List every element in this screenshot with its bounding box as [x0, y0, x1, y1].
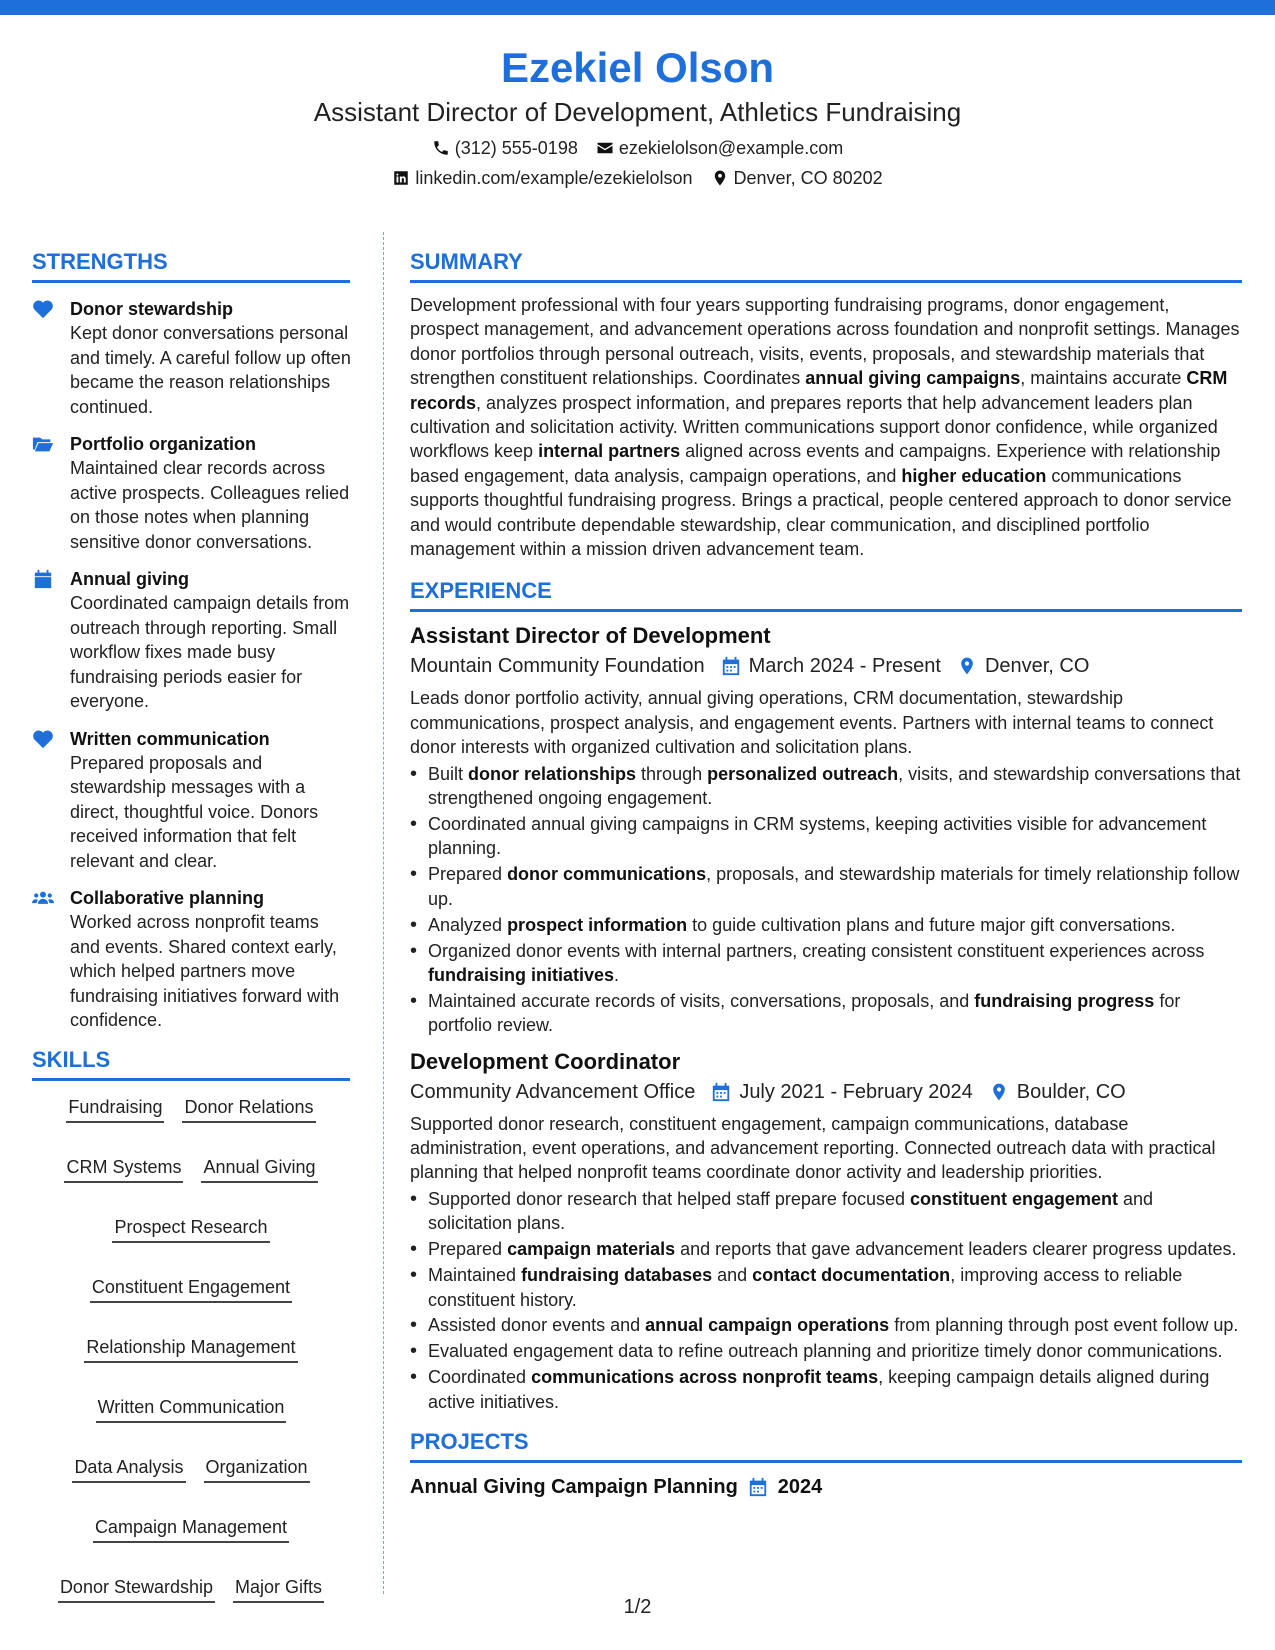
skill-tag: Written Communication: [96, 1395, 287, 1423]
map-pin-icon: [711, 169, 729, 187]
strength-desc: Prepared proposals and stewardship messages with a direct, thoughtful voice. Donors received information that felt relevant and clear.: [70, 752, 319, 871]
page-number: 1/2: [623, 1596, 652, 1618]
phone-icon: [432, 139, 450, 157]
map-pin-icon: [957, 656, 977, 676]
heart-icon: [32, 729, 54, 749]
job-location: Boulder, CO: [1016, 1080, 1126, 1103]
calendar-icon: [721, 656, 741, 676]
bullet-item: • Coordinated communications across nonprofit teams, keeping campaign details aligned during active initiatives.: [410, 1365, 1242, 1414]
envelope-icon: [596, 139, 614, 157]
skill-tag: Donor Relations: [182, 1095, 315, 1123]
top-accent-bar: [0, 0, 1275, 15]
project-title: Annual Giving Campaign Planning: [410, 1476, 738, 1499]
job-meta: [410, 652, 1242, 680]
experience-heading: EXPERIENCE: [410, 577, 1242, 612]
job-entry: [410, 622, 1242, 1037]
strength-desc: Worked across nonprofit teams and events. Shared context early, which helped partners move fundraising initiatives forward with confidence.: [70, 912, 340, 1030]
skill-tag: Annual Giving: [201, 1155, 317, 1183]
job-title: Development Coordinator: [410, 1048, 681, 1074]
strength-desc: Kept donor conversations personal and timely. A careful follow up often became the reason relationships continued.: [70, 323, 351, 417]
job-bullets: [410, 762, 1242, 1038]
strengths-list: [32, 297, 352, 1033]
job-org: Mountain Community Foundation: [410, 655, 705, 678]
bullet-item: • Supported donor research that helped staff prepare focused constituent engagement and solicitation plans.: [410, 1187, 1242, 1236]
job-location: Denver, CO: [984, 655, 1090, 678]
job-description: Leads donor portfolio activity, annual giving operations, CRM documentation, stewardship communications, prospect analysis, and engagement events. Partners with internal teams to connect donor interests with organized cultivation and solicitation plans.: [410, 688, 1214, 758]
left-column: [32, 248, 352, 1603]
bullet-item: • Analyzed prospect information to guide cultivation plans and future major gift conversations.: [410, 913, 1242, 937]
job-meta: [410, 1078, 1242, 1106]
linkedin-icon: [392, 169, 410, 187]
strength-item: [32, 297, 352, 419]
folder-open-icon: [32, 434, 54, 454]
people-group-icon: [32, 888, 54, 908]
summary-heading: SUMMARY: [410, 248, 1242, 283]
candidate-title: Assistant Director of Development, Athletics Fundraising: [313, 97, 962, 127]
skill-tag: Relationship Management: [84, 1335, 297, 1363]
strength-item: [32, 567, 352, 714]
job-org: Community Advancement Office: [410, 1080, 696, 1103]
strength-item: [32, 432, 352, 554]
bullet-item: • Organized donor events with internal partners, creating consistent constituent experiences across fundraising initiatives.: [410, 939, 1242, 988]
resume-header: [0, 42, 1275, 190]
strength-item: [32, 727, 352, 874]
skill-tag: Constituent Engagement: [90, 1275, 292, 1303]
job-bullets: [410, 1187, 1242, 1414]
job-dates: July 2021 - February 2024: [739, 1080, 973, 1103]
skill-tag: Data Analysis: [72, 1455, 185, 1483]
bullet-item: • Built donor relationships through personalized outreach, visits, and stewardship conversations that strengthened ongoing engagement.: [410, 762, 1242, 811]
job-description: Supported donor research, constituent engagement, campaign communications, database administration, event operations, and advancement reporting. Connected outreach data with practical planning that helped nonprofit teams coordinate donor activity and leadership priorities.: [410, 1113, 1216, 1183]
skill-tag: Donor Stewardship: [58, 1575, 215, 1603]
bullet-item: • Evaluated engagement data to refine outreach planning and prioritize timely donor communications.: [410, 1339, 1242, 1363]
strength-title: Collaborative planning: [70, 888, 265, 908]
right-column: [410, 248, 1242, 1501]
email-text[interactable]: ezekielolson@example.com: [618, 138, 844, 158]
email-contact[interactable]: [596, 136, 843, 160]
calendar-icon: [748, 1477, 768, 1497]
strengths-heading: STRENGTHS: [32, 248, 350, 283]
strength-item: [32, 886, 352, 1033]
phone-contact: [432, 136, 578, 160]
skill-tag: Major Gifts: [233, 1575, 324, 1603]
job-dates: March 2024 - Present: [748, 655, 941, 678]
linkedin-contact[interactable]: [392, 166, 692, 190]
location-text: Denver, CO 80202: [733, 168, 883, 188]
calendar-icon: [32, 569, 54, 589]
bullet-item: • Prepared campaign materials and reports that gave advancement leaders clearer progress updates.: [410, 1237, 1242, 1261]
strength-title: Written communication: [70, 728, 270, 749]
map-pin-icon: [989, 1082, 1009, 1102]
strength-title: Annual giving: [70, 569, 189, 589]
skill-tag: Campaign Management: [93, 1515, 289, 1543]
bullet-item: • Maintained fundraising databases and contact documentation, improving access to reliable constituent history.: [410, 1263, 1242, 1312]
linkedin-text[interactable]: linkedin.com/example/ezekielolson: [415, 168, 693, 188]
bullet-item: • Maintained accurate records of visits, conversations, proposals, and fundraising progress for portfolio review.: [410, 989, 1242, 1038]
strength-title: Portfolio organization: [70, 434, 256, 454]
column-divider: [383, 232, 384, 1594]
heart-icon: [32, 299, 54, 319]
project-item: [410, 1473, 1242, 1501]
project-year: 2024: [777, 1476, 823, 1499]
bullet-item: • Prepared donor communications, proposals, and stewardship materials for timely relationship follow up.: [410, 862, 1242, 911]
contact-row-1: [0, 136, 1275, 160]
strength-desc: Maintained clear records across active prospects. Colleagues relied on those notes when planning sensitive donor conversations.: [70, 458, 350, 552]
strength-desc: Coordinated campaign details from outreach through reporting. Small workflow fixes made busy fundraising periods easier for everyone.: [70, 593, 350, 711]
contact-row-2: [0, 166, 1275, 190]
summary-text: Development professional with four years supporting fundraising programs, donor engagement, prospect management, and advancement operations across foundation and nonprofit settings. Manages donor portfolios through personal outreach, visits, events, proposals, and stewardship materials that strengthen constituent relationships. Coordinates annual giving campaigns, maintains accurate CRM records, analyzes prospect information, and prepares reports that help advancement leaders plan cultivation and solicitation activity. Written communications support donor confidence, while organized workflows keep internal partners aligned across events and campaigns. Experience with relationship based engagement, data analysis, campaign operations, and higher education communications supports thoughtful fundraising progress. Brings a practical, people centered approach to donor service and would contribute dependable stewardship, clear communication, and disciplined portfolio management within a mission driven advancement team.: [410, 295, 1240, 560]
job-entry: [410, 1048, 1242, 1414]
calendar-icon: [711, 1082, 731, 1102]
location-contact: [711, 166, 883, 190]
projects-heading: PROJECTS: [410, 1428, 1242, 1463]
job-title: Assistant Director of Development: [410, 623, 771, 649]
bullet-item: • Assisted donor events and annual campaign operations from planning through post event follow up.: [410, 1313, 1242, 1337]
bullet-item: • Coordinated annual giving campaigns in CRM systems, keeping activities visible for advancement planning.: [410, 812, 1242, 861]
strength-title: Donor stewardship: [70, 299, 234, 319]
skill-tag: Fundraising: [66, 1095, 164, 1123]
skills-list: [32, 1095, 350, 1603]
skill-tag: Organization: [204, 1455, 310, 1483]
skill-tag: Prospect Research: [112, 1215, 269, 1243]
skill-tag: CRM Systems: [64, 1155, 183, 1183]
skills-section: [32, 1046, 352, 1603]
candidate-name: Ezekiel Olson: [500, 44, 775, 91]
phone-text: (312) 555-0198: [454, 138, 578, 158]
skills-heading: SKILLS: [32, 1046, 350, 1081]
